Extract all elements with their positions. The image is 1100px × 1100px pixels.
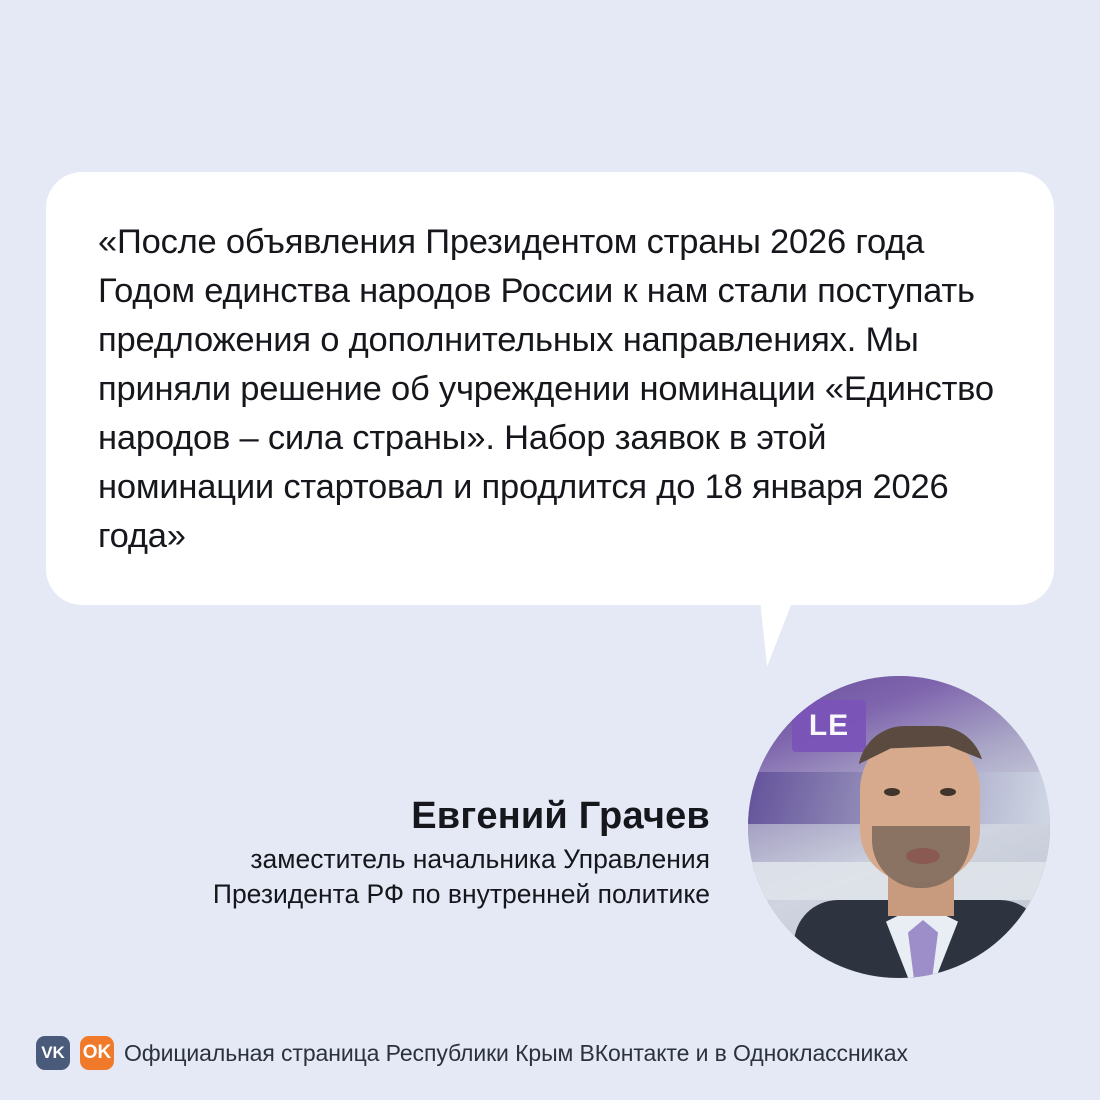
vk-icon[interactable]: VK xyxy=(36,1036,70,1070)
quote-bubble-tail xyxy=(757,569,826,667)
ok-icon[interactable]: OK xyxy=(80,1036,114,1070)
portrait-mouth xyxy=(906,848,940,864)
portrait-eye-right xyxy=(940,788,956,796)
portrait-eye-left xyxy=(884,788,900,796)
quote-bubble xyxy=(46,172,1054,605)
speaker-info xyxy=(60,795,710,912)
portrait-backdrop-logo: LE xyxy=(792,700,866,752)
speaker-role-line-2: Президента РФ по внутренней политике xyxy=(212,879,710,909)
speaker-role-line-1: заместитель начальника Управления xyxy=(250,844,710,874)
footer-text: Официальная страница Республики Крым ВКонтакте и в Одноклассниках xyxy=(124,1039,908,1066)
footer-bar xyxy=(36,1036,908,1070)
speaker-name: Евгений Грачев xyxy=(411,795,710,837)
quote-text: «После объявления Президентом страны 2026 года Годом единства народов России к нам стали поступать предложения о дополнительных направлениях. Мы приняли решение об учреждении номинации «Единство народов – сила страны». Набор заявок в этой номинации стартовал и продлится до 18 января 2026 года» xyxy=(98,223,994,555)
speaker-portrait xyxy=(748,676,1050,978)
